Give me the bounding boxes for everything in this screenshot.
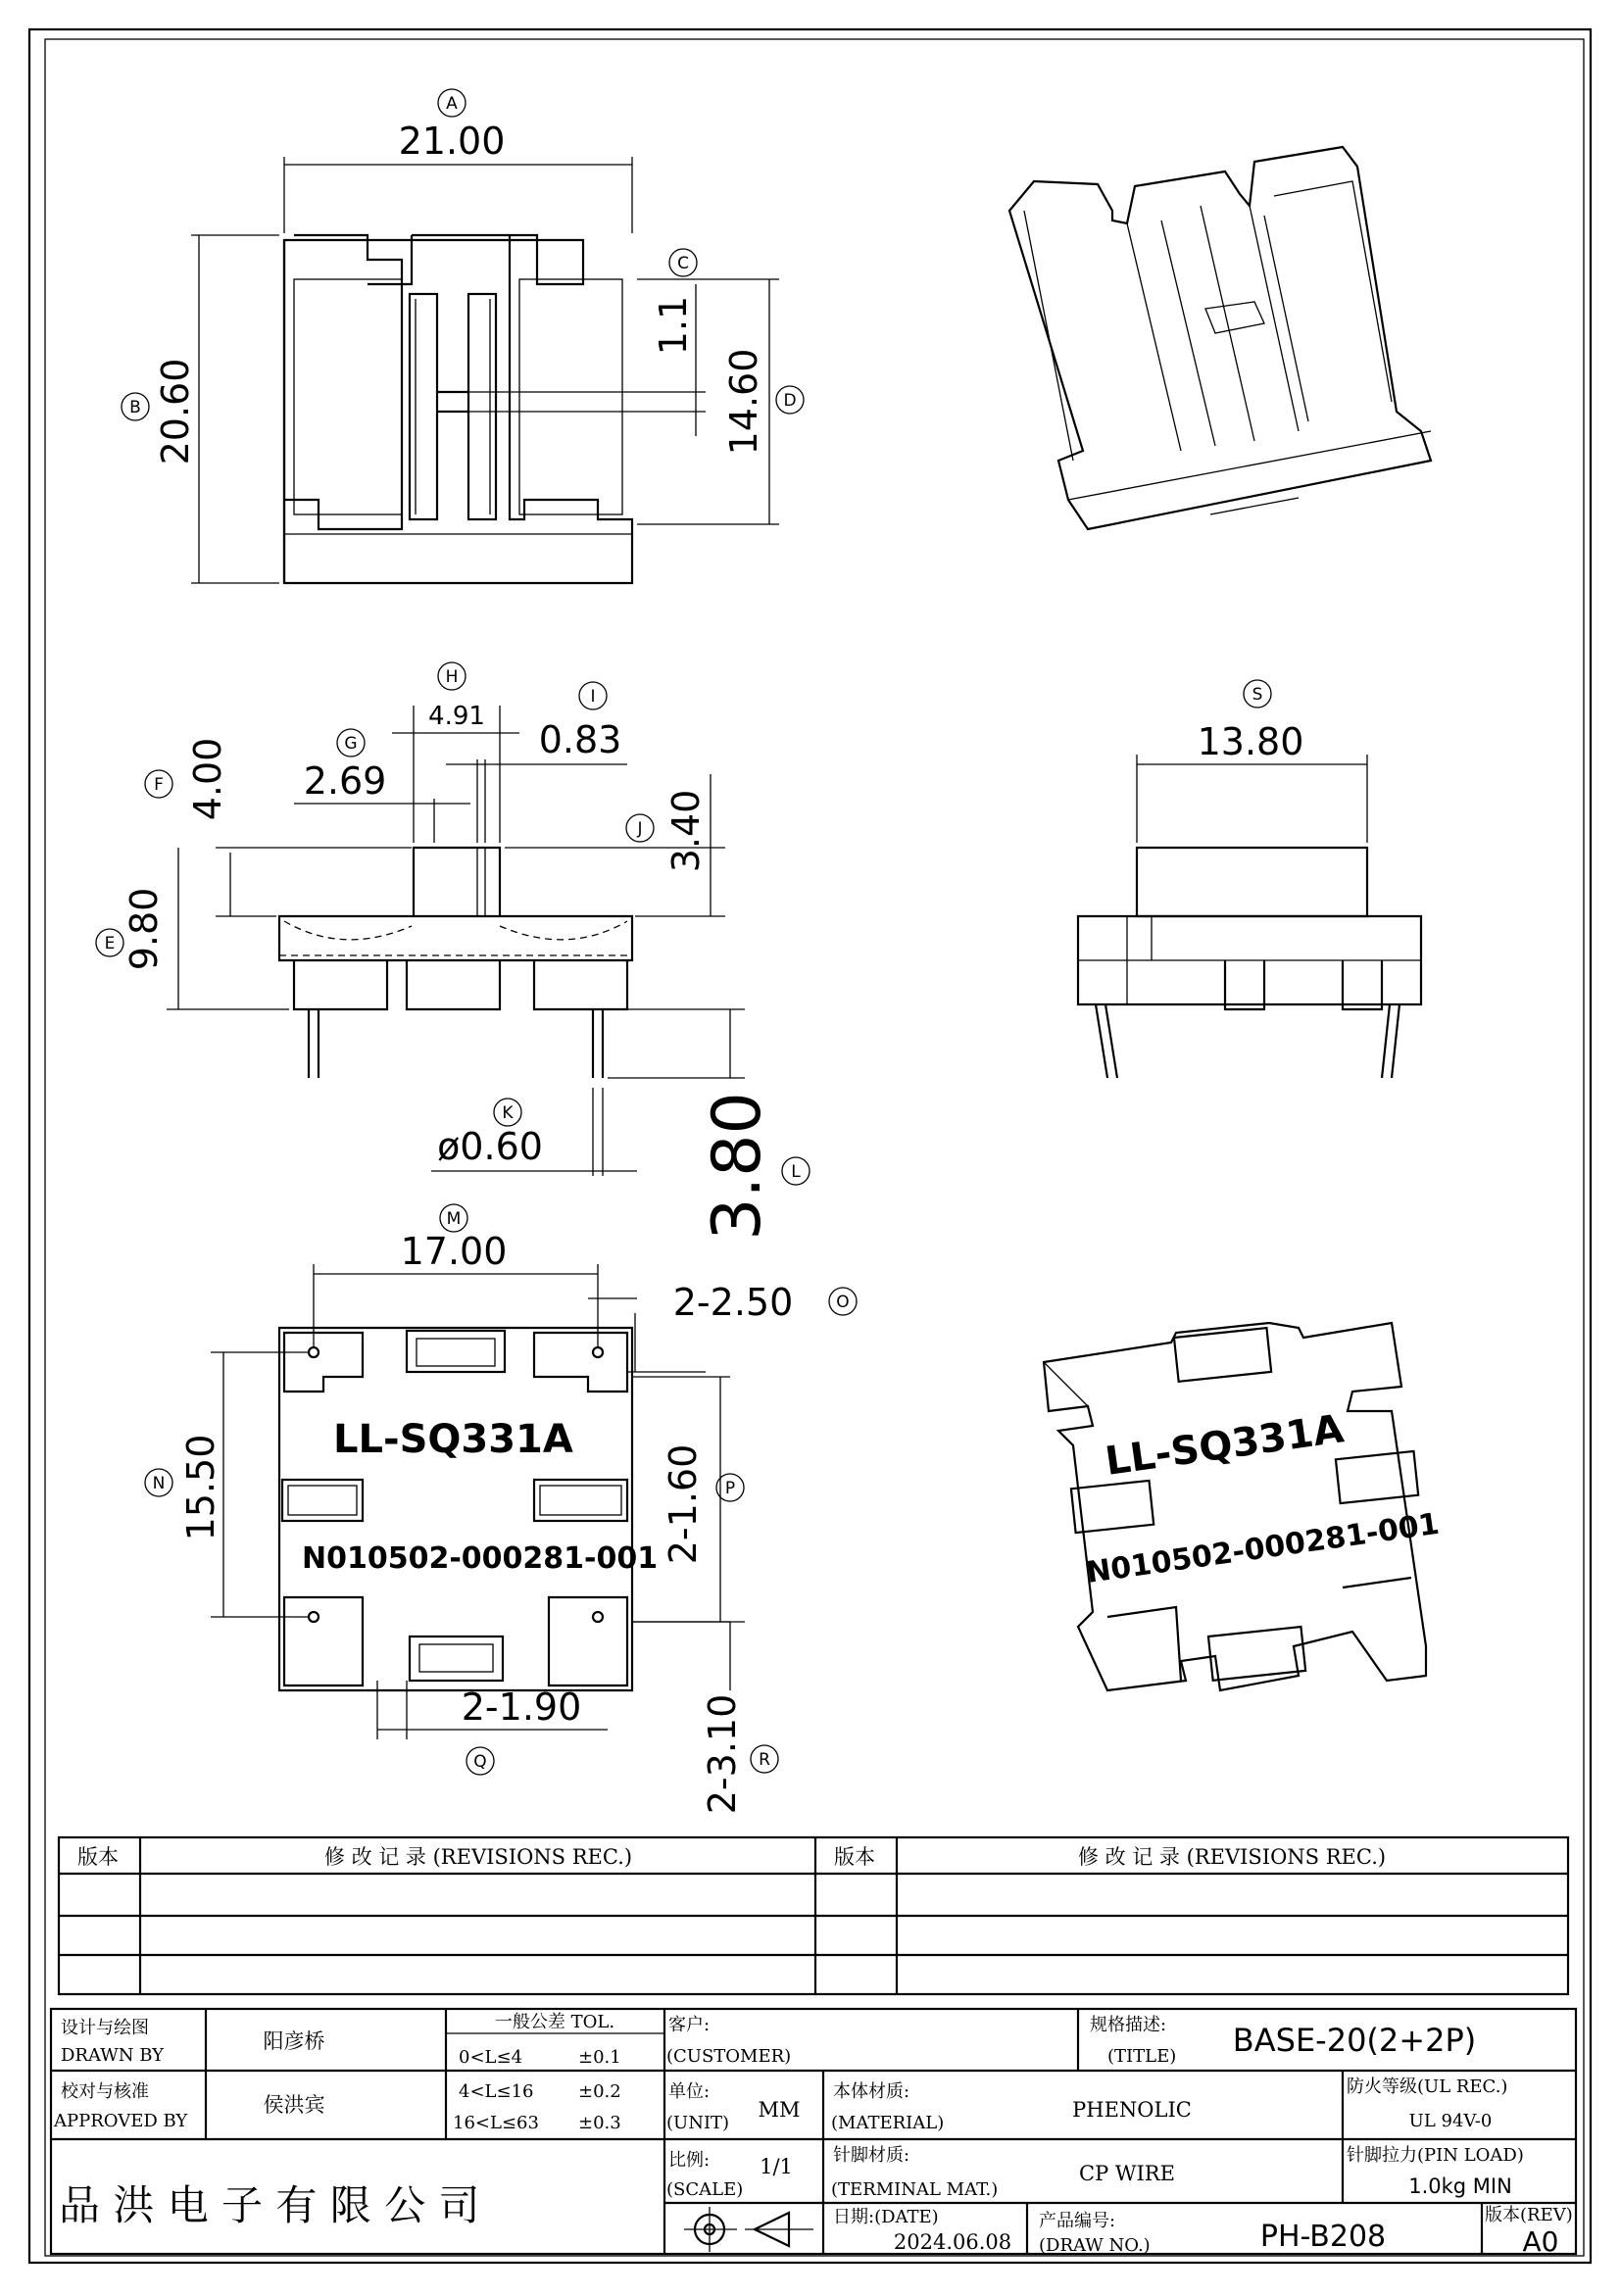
title-value: BASE-20(2+2P) [1232, 2022, 1477, 2059]
tol-title: 一般公差 TOL. [494, 2012, 615, 2032]
marker-M: M [446, 1209, 462, 1229]
rev-label: 版本(REV) [1485, 2205, 1573, 2225]
rev-col-record-left: 修 改 记 录 (REVISIONS REC.) [323, 1845, 633, 1869]
side-view-dimensions [1137, 680, 1367, 843]
tol-range-3: 16<L≤63 [453, 2113, 539, 2133]
material-label-en: (MATERIAL) [831, 2113, 945, 2133]
material-value: PHENOLIC [1072, 2098, 1192, 2122]
revisions-table [59, 1837, 1568, 1994]
marker-L: L [791, 1162, 801, 1182]
terminal-value: CP WIRE [1079, 2162, 1175, 2185]
dim-R: 2-3.10 [701, 1693, 744, 1815]
marker-B: B [129, 398, 141, 417]
drawn-by-label: 设计与绘图 [61, 2018, 149, 2038]
marker-R: R [759, 1750, 770, 1770]
approved-by: 侯洪宾 [263, 2093, 325, 2117]
front-view [279, 848, 632, 1078]
terminal-label: 针脚材质: [833, 2145, 910, 2166]
dim-C: 1.1 [652, 295, 695, 356]
dim-N: 15.50 [179, 1434, 222, 1541]
drawno-label: 产品编号: [1039, 2211, 1116, 2231]
dim-M: 17.00 [400, 1230, 508, 1273]
terminal-label-en: (TERMINAL MAT.) [831, 2179, 999, 2200]
marker-N: N [152, 1474, 166, 1493]
marker-O: O [836, 1293, 850, 1312]
marker-K: K [502, 1103, 514, 1123]
rev-col-record-right: 修 改 记 录 (REVISIONS REC.) [1077, 1845, 1387, 1869]
customer-label-en: (CUSTOMER) [666, 2046, 792, 2067]
iso-emboss-part-code: LL-SQ331A [1102, 1406, 1347, 1485]
scale-label: 比例: [668, 2150, 711, 2171]
dim-E: 9.80 [123, 887, 166, 971]
dim-P: 2-1.60 [662, 1443, 705, 1565]
dim-K: ø0.60 [437, 1125, 543, 1168]
unit-label-en: (UNIT) [666, 2113, 730, 2133]
marker-I: I [590, 687, 596, 707]
tol-value-3: ±0.3 [578, 2113, 621, 2133]
dim-S: 13.80 [1197, 720, 1304, 763]
side-view [1078, 848, 1421, 1078]
fire-label: 防火等级(UL REC.) [1347, 2076, 1508, 2097]
dim-Q: 2-1.90 [461, 1685, 582, 1729]
title-block [51, 2009, 1576, 2258]
rev-value: A0 [1522, 2225, 1559, 2258]
dim-A: 21.00 [398, 120, 506, 163]
dim-O: 2-2.50 [672, 1281, 794, 1324]
rev-col-version-right: 版本 [834, 1845, 875, 1869]
marker-D: D [783, 391, 797, 411]
marker-S: S [1252, 685, 1263, 705]
pinload-label: 针脚拉力(PIN LOAD) [1347, 2145, 1524, 2166]
marker-P: P [724, 1479, 736, 1498]
scale-value: 1/1 [760, 2155, 793, 2178]
marker-J: J [637, 819, 643, 839]
rev-col-version-left: 版本 [77, 1845, 119, 1869]
iso-emboss-serial: N010502-000281-001 [1084, 1506, 1442, 1590]
dim-G: 2.69 [303, 759, 387, 803]
approved-by-label-en: APPROVED BY [54, 2111, 188, 2131]
marker-Q: Q [473, 1752, 487, 1772]
dim-F: 4.00 [186, 737, 229, 821]
approved-by-label: 校对与核准 [61, 2081, 149, 2102]
top-view-dimensions [122, 89, 804, 583]
projection-symbol-icon [684, 2207, 813, 2252]
dim-B: 20.60 [154, 358, 197, 465]
dim-L: 3.80 [699, 1092, 776, 1241]
drawn-by: 阳彦桥 [263, 2029, 325, 2053]
dim-D: 14.60 [722, 348, 765, 456]
front-view-dimensions [96, 662, 810, 1241]
dim-I: 0.83 [538, 718, 622, 761]
customer-label: 客户: [668, 2015, 711, 2035]
tol-range-2: 4<L≤16 [459, 2081, 534, 2102]
marker-E: E [104, 934, 116, 953]
emboss-part-code: LL-SQ331A [333, 1417, 573, 1462]
marker-C: C [677, 254, 689, 273]
pinload-value: 1.0kg MIN [1408, 2174, 1512, 2198]
tol-value-1: ±0.1 [578, 2047, 621, 2068]
unit-value: MM [758, 2098, 801, 2122]
iso-view-bottom [1044, 1323, 1442, 1690]
tol-range-1: 0<L≤4 [459, 2047, 523, 2068]
company-name: 品 洪 电 子 有 限 公 司 [59, 2181, 480, 2229]
marker-H: H [445, 667, 459, 687]
unit-label: 单位: [668, 2081, 711, 2102]
dim-J: 3.40 [664, 789, 708, 873]
marker-G: G [344, 734, 358, 754]
drawno-value: PH-B208 [1259, 2220, 1387, 2254]
iso-view-top [1009, 147, 1431, 529]
marker-A: A [446, 94, 458, 114]
bottom-view-dimensions [145, 1204, 857, 1814]
title-label: 规格描述: [1090, 2015, 1167, 2035]
tol-value-2: ±0.2 [578, 2081, 621, 2102]
top-view [284, 235, 632, 583]
date-value: 2024.06.08 [893, 2230, 1012, 2254]
material-label: 本体材质: [833, 2081, 910, 2102]
drawn-by-label-en: DRAWN BY [61, 2045, 165, 2066]
outer-border [29, 29, 1591, 2263]
emboss-serial: N010502-000281-001 [302, 1541, 659, 1576]
date-label: 日期:(DATE) [833, 2207, 939, 2227]
fire-value: UL 94V-0 [1408, 2111, 1493, 2131]
title-label-en: (TITLE) [1107, 2046, 1177, 2067]
drawno-label-en: (DRAW NO.) [1039, 2235, 1151, 2256]
dim-H: 4.91 [428, 702, 485, 731]
marker-F: F [154, 775, 164, 795]
scale-label-en: (SCALE) [666, 2179, 744, 2200]
bottom-view [279, 1328, 658, 1690]
